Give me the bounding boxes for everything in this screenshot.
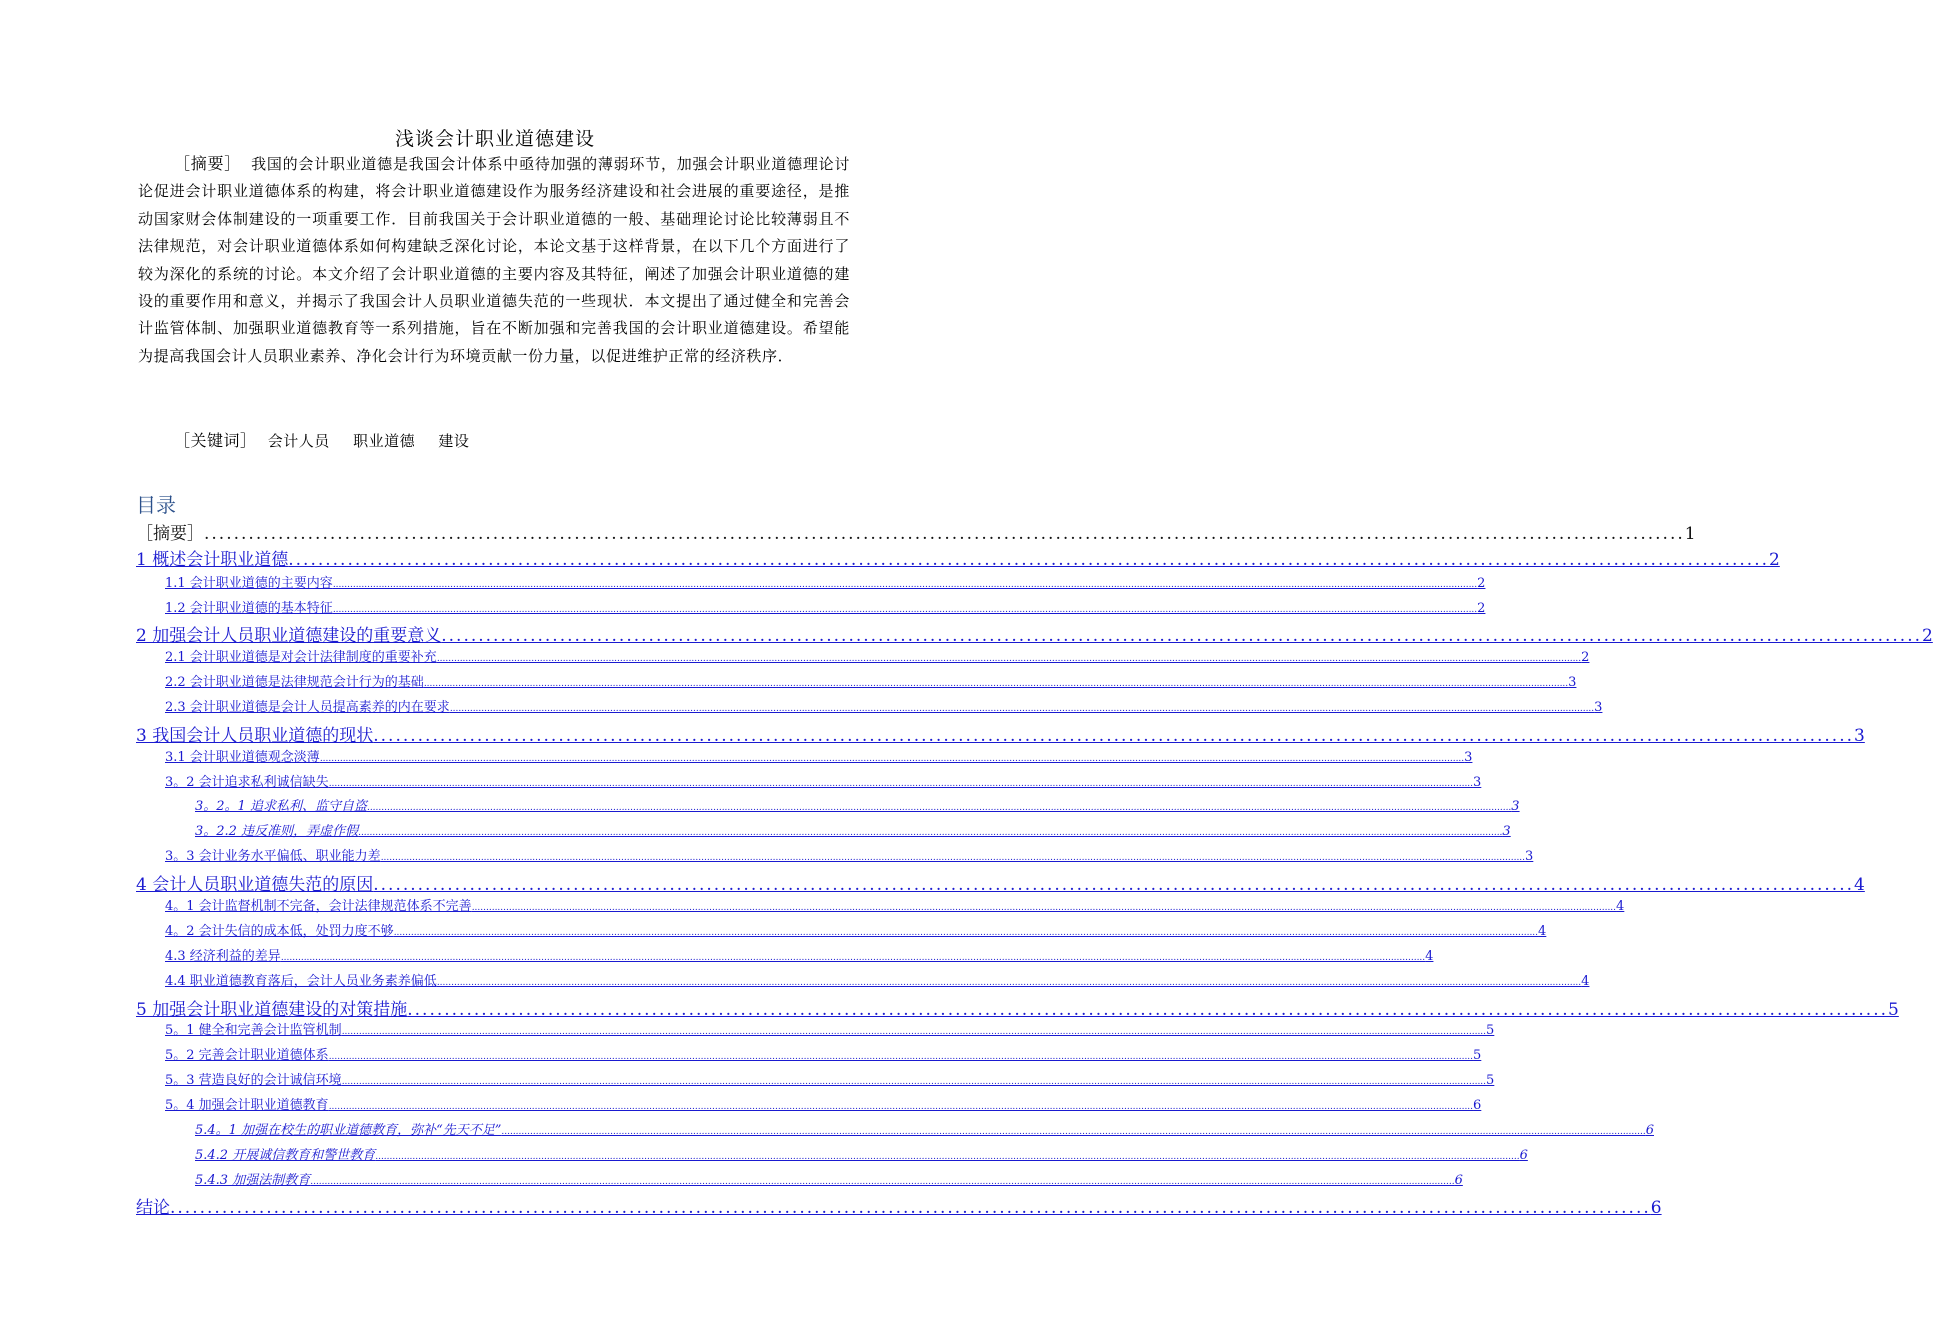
toc-page-number: 2 xyxy=(1922,626,1933,646)
keywords-label: ［关键词］ xyxy=(174,431,257,450)
toc-entry-title: 5。4 加强会计职业道德教育 xyxy=(165,1098,329,1113)
toc-page-number: 1 xyxy=(1684,524,1696,544)
toc-entry xyxy=(136,519,1696,544)
toc-entry-title: 结论 xyxy=(136,1198,170,1218)
toc-leader-dots: ................................................................................................................................................................................................................................................................................................................................................................................................................ xyxy=(332,580,1478,590)
toc-leader-dots: ................................................................................................................................................................................................................................................................................................................................................................................................................ xyxy=(436,978,1582,988)
toc-leader-dots: ........................................................................................................................................................................................................ xyxy=(204,524,1685,544)
toc-entry[interactable] xyxy=(195,1119,1654,1138)
toc-entry[interactable] xyxy=(165,597,1486,616)
toc-page-number: 6 xyxy=(1645,1123,1654,1138)
toc-entry-title: 5。3 营造良好的会计诚信环境 xyxy=(165,1073,342,1088)
toc-leader-dots: ................................................................................................................................................................................................................................................................................................................................................................................................................ xyxy=(501,1127,1646,1137)
toc-page-number: 3 xyxy=(1464,750,1473,765)
toc-page-number: 5 xyxy=(1473,1048,1482,1063)
toc-page-number: 2 xyxy=(1581,650,1590,665)
toc-entry-title: 2.1 会计职业道德是对会计法律制度的重要补充 xyxy=(165,650,437,665)
toc-entry[interactable] xyxy=(195,1169,1463,1188)
toc-entry[interactable] xyxy=(165,1094,1482,1113)
toc-page-number: 5 xyxy=(1888,1000,1899,1020)
toc-entry[interactable] xyxy=(165,970,1590,989)
abstract-label: ［摘要］ xyxy=(174,154,242,173)
toc-entry[interactable] xyxy=(165,696,1603,715)
toc-leader-dots: ........................................................................................................................................................................................................ xyxy=(373,726,1854,746)
toc-entry-title: 4。2 会计失信的成本低，处罚力度不够 xyxy=(165,924,394,939)
toc-page-number: 2 xyxy=(1769,550,1780,570)
toc-leader-dots: ................................................................................................................................................................................................................................................................................................................................................................................................................ xyxy=(358,828,1503,838)
toc-leader-dots: ................................................................................................................................................................................................................................................................................................................................................................................................................ xyxy=(341,1027,1487,1037)
abstract-text: 我国的会计职业道德是我国会计体系中亟待加强的薄弱环节，加强会计职业道德理论讨论促进会计职业道德体系的构建，将会计职业道德建设作为服务经济建设和社会进展的重要途径，是推动国家财会体制建设的一项重要工作．目前我国关于会计职业道德的一般、基础理论讨论比较薄弱且不法律规范，对会计职业道德体系如何构建缺乏深化讨论，本论文基于这样背景，在以下几个方面进行了较为深化的系统的讨论。本文介绍了会计职业道德的主要内容及其特征，阐述了加强会计职业道德的建设的重要作用和意义，并揭示了我国会计人员职业道德失范的一些现状．本文提出了通过健全和完善会计监管体制、加强职业道德教育等一系列措施，旨在不断加强和完善我国的会计职业道德建设。希望能为提高我国会计人员职业素养、净化会计行为环境贡献一份力量，以促进维护正常的经济秩序． xyxy=(138,155,850,365)
toc-entry-title: 5.4.3 加强法制教育 xyxy=(195,1173,311,1188)
toc-page-number: 4 xyxy=(1581,974,1590,989)
toc-leader-dots: ................................................................................................................................................................................................................................................................................................................................................................................................................ xyxy=(319,754,1465,764)
toc-entry[interactable] xyxy=(165,1044,1482,1063)
toc-entry-title: 5。2 完善会计职业道德体系 xyxy=(165,1048,329,1063)
toc-page-number: 3 xyxy=(1525,849,1534,864)
toc-entry[interactable] xyxy=(165,1069,1495,1088)
toc-entry[interactable] xyxy=(136,870,1865,895)
toc-leader-dots: ................................................................................................................................................................................................................................................................................................................................................................................................................ xyxy=(280,953,1426,963)
toc-page-number: 4 xyxy=(1854,875,1865,895)
toc-entry[interactable] xyxy=(136,995,1899,1020)
toc-entry[interactable] xyxy=(165,771,1482,790)
toc-entry[interactable] xyxy=(165,920,1547,939)
toc-entry-title: 1.2 会计职业道德的基本特征 xyxy=(165,601,333,616)
toc-entry-title: 3。2。1 追求私利、监守自盗 xyxy=(195,799,367,814)
document-title: 浅谈会计职业道德建设 xyxy=(394,128,595,150)
toc-entry[interactable] xyxy=(165,945,1434,964)
toc-entry[interactable] xyxy=(165,646,1590,665)
toc-entry-title: 4。1 会计监督机制不完备，会计法律规范体系不完善 xyxy=(165,899,472,914)
toc-entry[interactable] xyxy=(136,545,1780,570)
toc-page-number: 4 xyxy=(1616,899,1625,914)
toc-entry[interactable] xyxy=(165,1019,1495,1038)
toc-heading: 目录 xyxy=(136,493,176,517)
toc-page-number: 3 xyxy=(1854,726,1865,746)
toc-entry-title: 5.4。1 加强在校生的职业道德教育，弥补“先天不足” xyxy=(195,1123,502,1138)
abstract-paragraph xyxy=(138,150,850,370)
toc-entry-title: 1 概述会计职业道德 xyxy=(136,550,289,570)
keyword: 建设 xyxy=(438,432,470,450)
toc-leader-dots: ........................................................................................................................................................................................................ xyxy=(373,875,1854,895)
toc-entry-title: 3.1 会计职业道德观念淡薄 xyxy=(165,750,320,765)
toc-entry-title: ［摘要］ xyxy=(136,524,204,544)
toc-page-number: 3 xyxy=(1568,675,1577,690)
toc-page-number: 6 xyxy=(1454,1173,1463,1188)
toc-entry-title: 5。1 健全和完善会计监管机制 xyxy=(165,1023,342,1038)
toc-entry[interactable] xyxy=(195,820,1511,839)
toc-entry-title: 2.3 会计职业道德是会计人员提高素养的内在要求 xyxy=(165,700,450,715)
toc-leader-dots: ................................................................................................................................................................................................................................................................................................................................................................................................................ xyxy=(366,803,1512,813)
toc-entry-title: 1.1 会计职业道德的主要内容 xyxy=(165,576,333,591)
toc-entry[interactable] xyxy=(195,795,1520,814)
toc-leader-dots: ................................................................................................................................................................................................................................................................................................................................................................................................................ xyxy=(328,1102,1474,1112)
toc-entry-title: 4 会计人员职业道德失范的原因 xyxy=(136,875,374,895)
toc-page-number: 3 xyxy=(1594,700,1603,715)
toc-entry-title: 3。2.2 违反准则，弄虚作假 xyxy=(195,824,359,839)
toc-entry[interactable] xyxy=(165,845,1534,864)
keyword: 职业道德 xyxy=(353,432,416,450)
toc-entry-title: 3。2 会计追求私利诚信缺失 xyxy=(165,775,329,790)
toc-page-number: 5 xyxy=(1486,1073,1495,1088)
toc-entry-title: 4.3 经济利益的差异 xyxy=(165,949,281,964)
toc-leader-dots: ........................................................................................................................................................................................................ xyxy=(407,1000,1888,1020)
toc-leader-dots: ................................................................................................................................................................................................................................................................................................................................................................................................................ xyxy=(375,1152,1520,1162)
toc-leader-dots: ................................................................................................................................................................................................................................................................................................................................................................................................................ xyxy=(310,1177,1455,1187)
toc-page-number: 3 xyxy=(1473,775,1482,790)
toc-leader-dots: ........................................................................................................................................................................................................ xyxy=(170,1198,1651,1218)
toc-leader-dots: ................................................................................................................................................................................................................................................................................................................................................................................................................ xyxy=(436,654,1582,664)
toc-page-number: 3 xyxy=(1511,799,1520,814)
toc-leader-dots: ................................................................................................................................................................................................................................................................................................................................................................................................................ xyxy=(423,679,1569,689)
toc-entry[interactable] xyxy=(136,621,1933,646)
toc-entry-title: 3 我国会计人员职业道德的现状 xyxy=(136,726,374,746)
toc-leader-dots: ................................................................................................................................................................................................................................................................................................................................................................................................................ xyxy=(341,1077,1487,1087)
toc-leader-dots: ................................................................................................................................................................................................................................................................................................................................................................................................................ xyxy=(332,605,1478,615)
toc-entry-title: 5 加强会计职业道德建设的对策措施 xyxy=(136,1000,408,1020)
toc-entry[interactable] xyxy=(165,671,1577,690)
toc-page-number: 6 xyxy=(1650,1198,1662,1218)
toc-page-number: 6 xyxy=(1473,1098,1482,1113)
toc-entry[interactable] xyxy=(136,1193,1662,1218)
toc-entry[interactable] xyxy=(165,572,1486,591)
toc-leader-dots: ................................................................................................................................................................................................................................................................................................................................................................................................................ xyxy=(328,779,1474,789)
toc-page-number: 4 xyxy=(1538,924,1547,939)
toc-entry-title: 5.4.2 开展诚信教育和警世教育 xyxy=(195,1148,376,1163)
toc-entry[interactable] xyxy=(136,721,1865,746)
toc-leader-dots: ................................................................................................................................................................................................................................................................................................................................................................................................................ xyxy=(328,1052,1474,1062)
toc-page-number: 2 xyxy=(1477,601,1486,616)
toc-entry[interactable] xyxy=(165,895,1625,914)
toc-leader-dots: ........................................................................................................................................................................................................ xyxy=(441,626,1922,646)
toc-leader-dots: ................................................................................................................................................................................................................................................................................................................................................................................................................ xyxy=(471,903,1617,913)
toc-entry-title: 4.4 职业道德教育落后，会计人员业务素养偏低 xyxy=(165,974,437,989)
toc-page-number: 4 xyxy=(1425,949,1434,964)
toc-entry[interactable] xyxy=(195,1144,1528,1163)
toc-leader-dots: ........................................................................................................................................................................................................ xyxy=(288,550,1769,570)
toc-leader-dots: ................................................................................................................................................................................................................................................................................................................................................................................................................ xyxy=(380,853,1526,863)
toc-entry-title: 3。3 会计业务水平偏低、职业能力差 xyxy=(165,849,381,864)
toc-page-number: 3 xyxy=(1502,824,1511,839)
toc-entry-title: 2.2 会计职业道德是法律规范会计行为的基础 xyxy=(165,675,424,690)
toc-entry[interactable] xyxy=(165,746,1473,765)
toc-page-number: 5 xyxy=(1486,1023,1495,1038)
keywords-line xyxy=(174,428,487,451)
toc-leader-dots: ................................................................................................................................................................................................................................................................................................................................................................................................................ xyxy=(449,704,1595,714)
toc-page-number: 2 xyxy=(1477,576,1486,591)
keyword: 会计人员 xyxy=(267,432,330,450)
toc-entry-title: 2 加强会计人员职业道德建设的重要意义 xyxy=(136,626,442,646)
toc-page-number: 6 xyxy=(1519,1148,1528,1163)
toc-leader-dots: ................................................................................................................................................................................................................................................................................................................................................................................................................ xyxy=(393,928,1539,938)
